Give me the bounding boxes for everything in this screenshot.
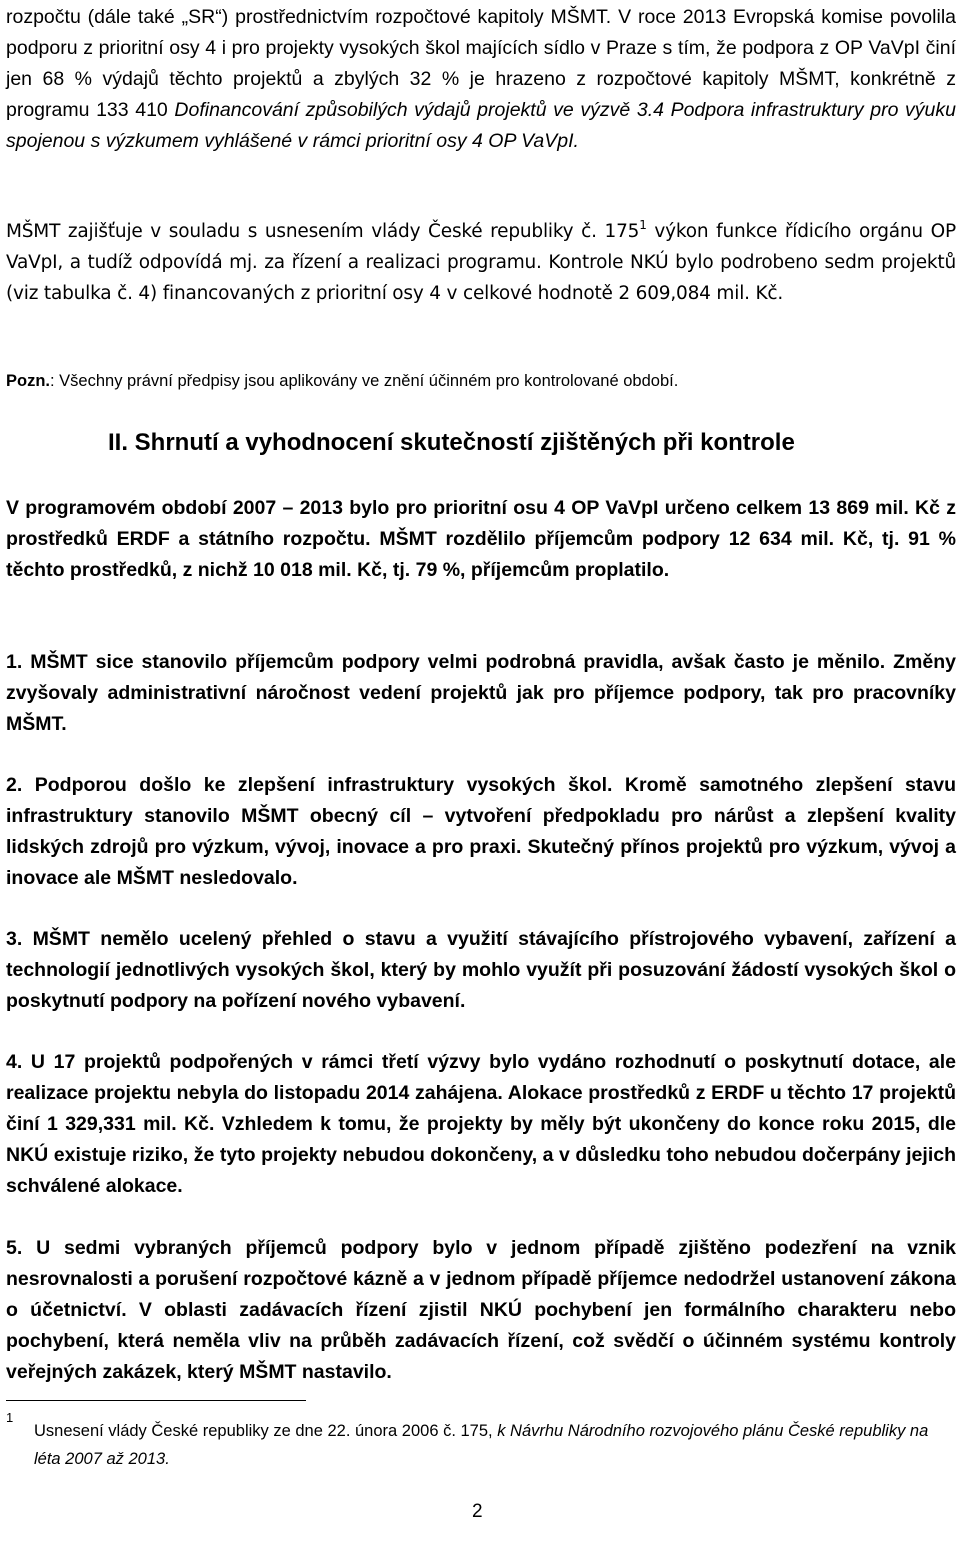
finding-5: 5. U sedmi vybraných příjemců podpory bylo v jednom případě zjištěno podezření na vznik nesrovnalosti a porušení rozpočtové kázně a v jednom případě příjemce nedodržel ustanovení zákona o účetnictví. V oblasti zadávacích řízení zjistil NKÚ pochybení jen formálního charakteru nebo pochybení, která neměla vliv na průběh zadávacích řízení, což svědčí o účinném systému kontroly veřejných zakázek, který MŠMT nastavilo.	[6, 1237, 956, 1383]
note-line	[6, 368, 956, 395]
intro-paragraph-2-text-a: MŠMT zajišťuje v souladu s usnesením vlády České republiky č. 175	[6, 221, 640, 242]
finding-4: 4. U 17 projektů podpořených v rámci třetí výzvy bylo vydáno rozhodnutí o poskytnutí dotace, ale realizace projektu nebyla do listopadu 2014 zahájena. Alokace prostředků z ERDF u těchto 17 projektů činí 1 329,331 mil. Kč. Vzhledem k tomu, že projekty by měly být ukončeny do konce roku 2015, dle NKÚ existuje riziko, že tyto projekty nebudou dokončeny, a v důsledku toho nebudou dočerpány jejich schválené alokace.	[6, 1051, 956, 1197]
footnote-text-italic: k Návrhu Národního rozvojového plánu České republiky na léta 2007 až 2013.	[34, 1422, 929, 1468]
footnote-mark: 1	[6, 1410, 14, 1425]
summary-paragraph: V programovém období 2007 – 2013 bylo pro prioritní osu 4 OP VaVpI určeno celkem 13 869 mil. Kč z prostředků ERDF a státního rozpočtu. MŠMT rozdělilo příjemcům podpory 12 634 mil. Kč, tj. 91 % těchto prostředků, z nichž 10 018 mil. Kč, tj. 79 %, příjemcům proplatilo.	[6, 497, 956, 581]
footnote-text-a: Usnesení vlády České republiky ze dne 22. února 2006 č. 175,	[34, 1422, 498, 1440]
footnote-separator	[6, 1400, 306, 1401]
intro-paragraph-1-text: rozpočtu (dále také „SR“) prostřednictvím rozpočtové kapitoly MŠMT. V roce 2013 Evropská komise povolila podporu z prioritní osy 4 i pro projekty vysokých škol majících sídlo v Praze s tím, že podpora z OP VaVpI činí jen 68 % výdajů těchto projektů a zbylých 32 % je hrazeno z rozpočtové kapitoly MŠMT, konkrétně z programu 133 410	[6, 6, 956, 121]
page-number: 2	[472, 1501, 483, 1522]
finding-2: 2. Podporou došlo ke zlepšení infrastruktury vysokých škol. Kromě samotného zlepšení stavu infrastruktury stanovilo MŠMT obecný cíl – vytvoření předpokladu pro nárůst a zlepšení kvality lidských zdrojů pro výzkum, vývoj, inovace a pro praxi. Skutečný přínos projektů pro výzkum, vývoj a inovace ale MŠMT nesledovalo.	[6, 774, 956, 889]
programme-title-italic: Dofinancování způsobilých výdajů projektů ve výzvě 3.4 Podpora infrastruktury pro výuku spojenou s výzkumem vyhlášené v rámci prioritní osy 4 OP VaVpI.	[6, 99, 956, 152]
note-text: : Všechny právní předpisy jsou aplikovány ve znění účinném pro kontrolované období.	[50, 372, 679, 390]
intro-paragraph-2	[6, 216, 956, 309]
finding-1: 1. MŠMT sice stanovilo příjemcům podpory velmi podrobná pravidla, avšak často je měnilo. Změny zvyšovaly administrativní náročnost vedení projektů jak pro příjemce podpory, tak pro pracovníky MŠMT.	[6, 651, 956, 735]
intro-paragraph-2-text-b: výkon funkce řídicího orgánu OP VaVpI, a tudíž odpovídá mj. za řízení a realizaci programu. Kontrole NKÚ bylo podrobeno sedm projektů (viz tabulka č. 4) financovaných z prioritní osy 4 v celkové hodnotě 2 609,084 mil. Kč.	[6, 221, 956, 304]
footnote-reference: 1	[639, 218, 647, 232]
section-heading: II. Shrnutí a vyhodnocení skutečností zjištěných při kontrole	[108, 429, 795, 456]
intro-paragraph-1	[6, 2, 956, 157]
finding-3: 3. MŠMT nemělo ucelený přehled o stavu a využití stávajícího přístrojového vybavení, zařízení a technologií jednotlivých vysokých škol, který by mohlo využít při posuzování žádostí vysokých škol o poskytnutí podpory na pořízení nového vybavení.	[6, 928, 956, 1012]
note-label: Pozn.	[6, 372, 50, 390]
footnote-text	[34, 1417, 956, 1473]
